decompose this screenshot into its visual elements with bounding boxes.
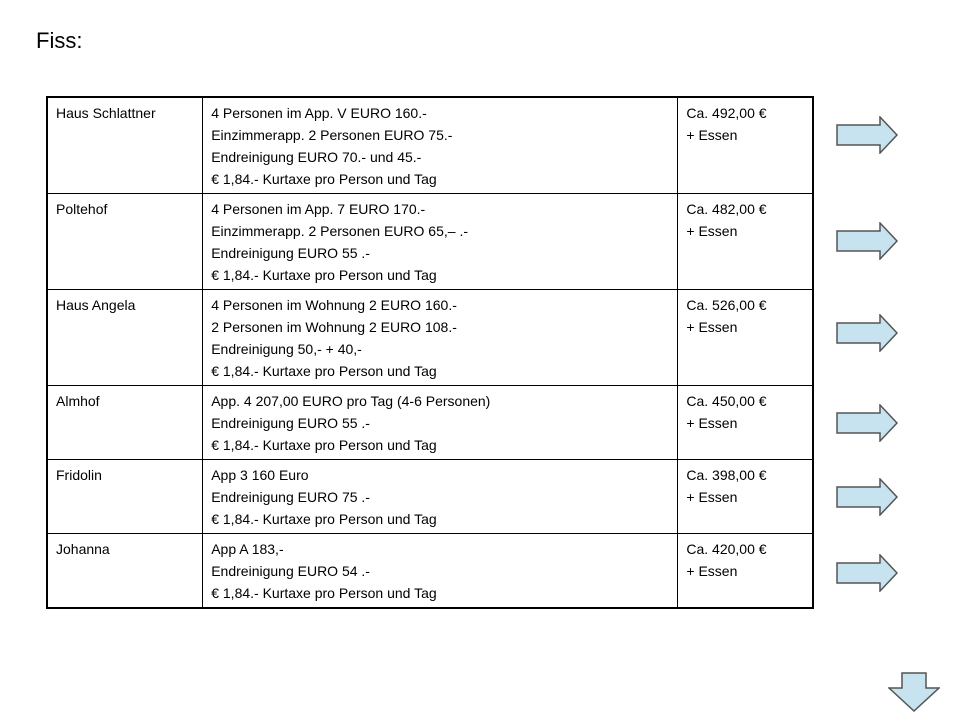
detail-line: Einzimmerapp. 2 Personen EURO 75.- — [211, 127, 453, 143]
price-cell — [678, 534, 813, 609]
arrow-down-icon[interactable] — [888, 672, 940, 712]
detail-line: € 1,84.- Kurtaxe pro Person und Tag — [211, 267, 437, 283]
detail-line: Endreinigung 50,- + 40,- — [211, 341, 362, 357]
detail-line: Einzimmerapp. 2 Personen EURO 65,– .- — [211, 223, 468, 239]
detail-line: 4 Personen im Wohnung 2 EURO 160.- — [211, 297, 457, 313]
accommodation-details — [203, 194, 678, 290]
detail-line: Endreinigung EURO 54 .- — [211, 563, 370, 579]
detail-line: App A 183,- — [211, 541, 284, 557]
accommodation-details — [203, 290, 678, 386]
detail-line: App. 4 207,00 EURO pro Tag (4-6 Personen) — [211, 393, 491, 409]
price-total: Ca. 450,00 € — [686, 393, 767, 409]
accommodation-table — [46, 96, 814, 609]
detail-line: € 1,84.- Kurtaxe pro Person und Tag — [211, 511, 437, 527]
accommodation-details — [203, 534, 678, 609]
accommodation-name: Johanna — [47, 534, 203, 609]
detail-line: App 3 160 Euro — [211, 467, 309, 483]
arrow-right-icon[interactable] — [836, 314, 898, 352]
table-row — [47, 194, 813, 290]
table-row — [47, 460, 813, 534]
detail-line: 2 Personen im Wohnung 2 EURO 108.- — [211, 319, 457, 335]
table-row — [47, 534, 813, 609]
detail-line: Endreinigung EURO 55 .- — [211, 415, 370, 431]
accommodation-name: Almhof — [47, 386, 203, 460]
price-cell — [678, 290, 813, 386]
page-title: Fiss: — [36, 28, 83, 53]
price-total: Ca. 492,00 € — [686, 105, 767, 121]
price-note: + Essen — [686, 415, 738, 431]
price-cell — [678, 460, 813, 534]
detail-line: € 1,84.- Kurtaxe pro Person und Tag — [211, 437, 437, 453]
detail-line: Endreinigung EURO 70.- und 45.- — [211, 149, 422, 165]
detail-line: € 1,84.- Kurtaxe pro Person und Tag — [211, 171, 437, 187]
price-cell — [678, 386, 813, 460]
arrow-right-icon[interactable] — [836, 116, 898, 154]
price-cell — [678, 97, 813, 194]
accommodation-name: Fridolin — [47, 460, 203, 534]
accommodation-name: Haus Schlattner — [47, 97, 203, 194]
price-note: + Essen — [686, 319, 738, 335]
accommodation-details — [203, 97, 678, 194]
price-note: + Essen — [686, 127, 738, 143]
detail-line: € 1,84.- Kurtaxe pro Person und Tag — [211, 585, 437, 601]
price-total: Ca. 420,00 € — [686, 541, 767, 557]
accommodation-name: Haus Angela — [47, 290, 203, 386]
detail-line: Endreinigung EURO 55 .- — [211, 245, 370, 261]
table-row — [47, 97, 813, 194]
price-note: + Essen — [686, 563, 738, 579]
accommodation-name: Poltehof — [47, 194, 203, 290]
detail-line: Endreinigung EURO 75 .- — [211, 489, 370, 505]
accommodation-details — [203, 386, 678, 460]
price-total: Ca. 482,00 € — [686, 201, 767, 217]
arrow-right-icon[interactable] — [836, 478, 898, 516]
detail-line: € 1,84.- Kurtaxe pro Person und Tag — [211, 363, 437, 379]
arrow-right-icon[interactable] — [836, 222, 898, 260]
price-total: Ca. 526,00 € — [686, 297, 767, 313]
detail-line: 4 Personen im App. V EURO 160.- — [211, 105, 427, 121]
accommodation-details — [203, 460, 678, 534]
table-row — [47, 386, 813, 460]
price-cell — [678, 194, 813, 290]
arrow-right-icon[interactable] — [836, 554, 898, 592]
arrow-right-icon[interactable] — [836, 404, 898, 442]
price-note: + Essen — [686, 489, 738, 505]
detail-line: 4 Personen im App. 7 EURO 170.- — [211, 201, 426, 217]
table-row — [47, 290, 813, 386]
price-total: Ca. 398,00 € — [686, 467, 767, 483]
price-note: + Essen — [686, 223, 738, 239]
